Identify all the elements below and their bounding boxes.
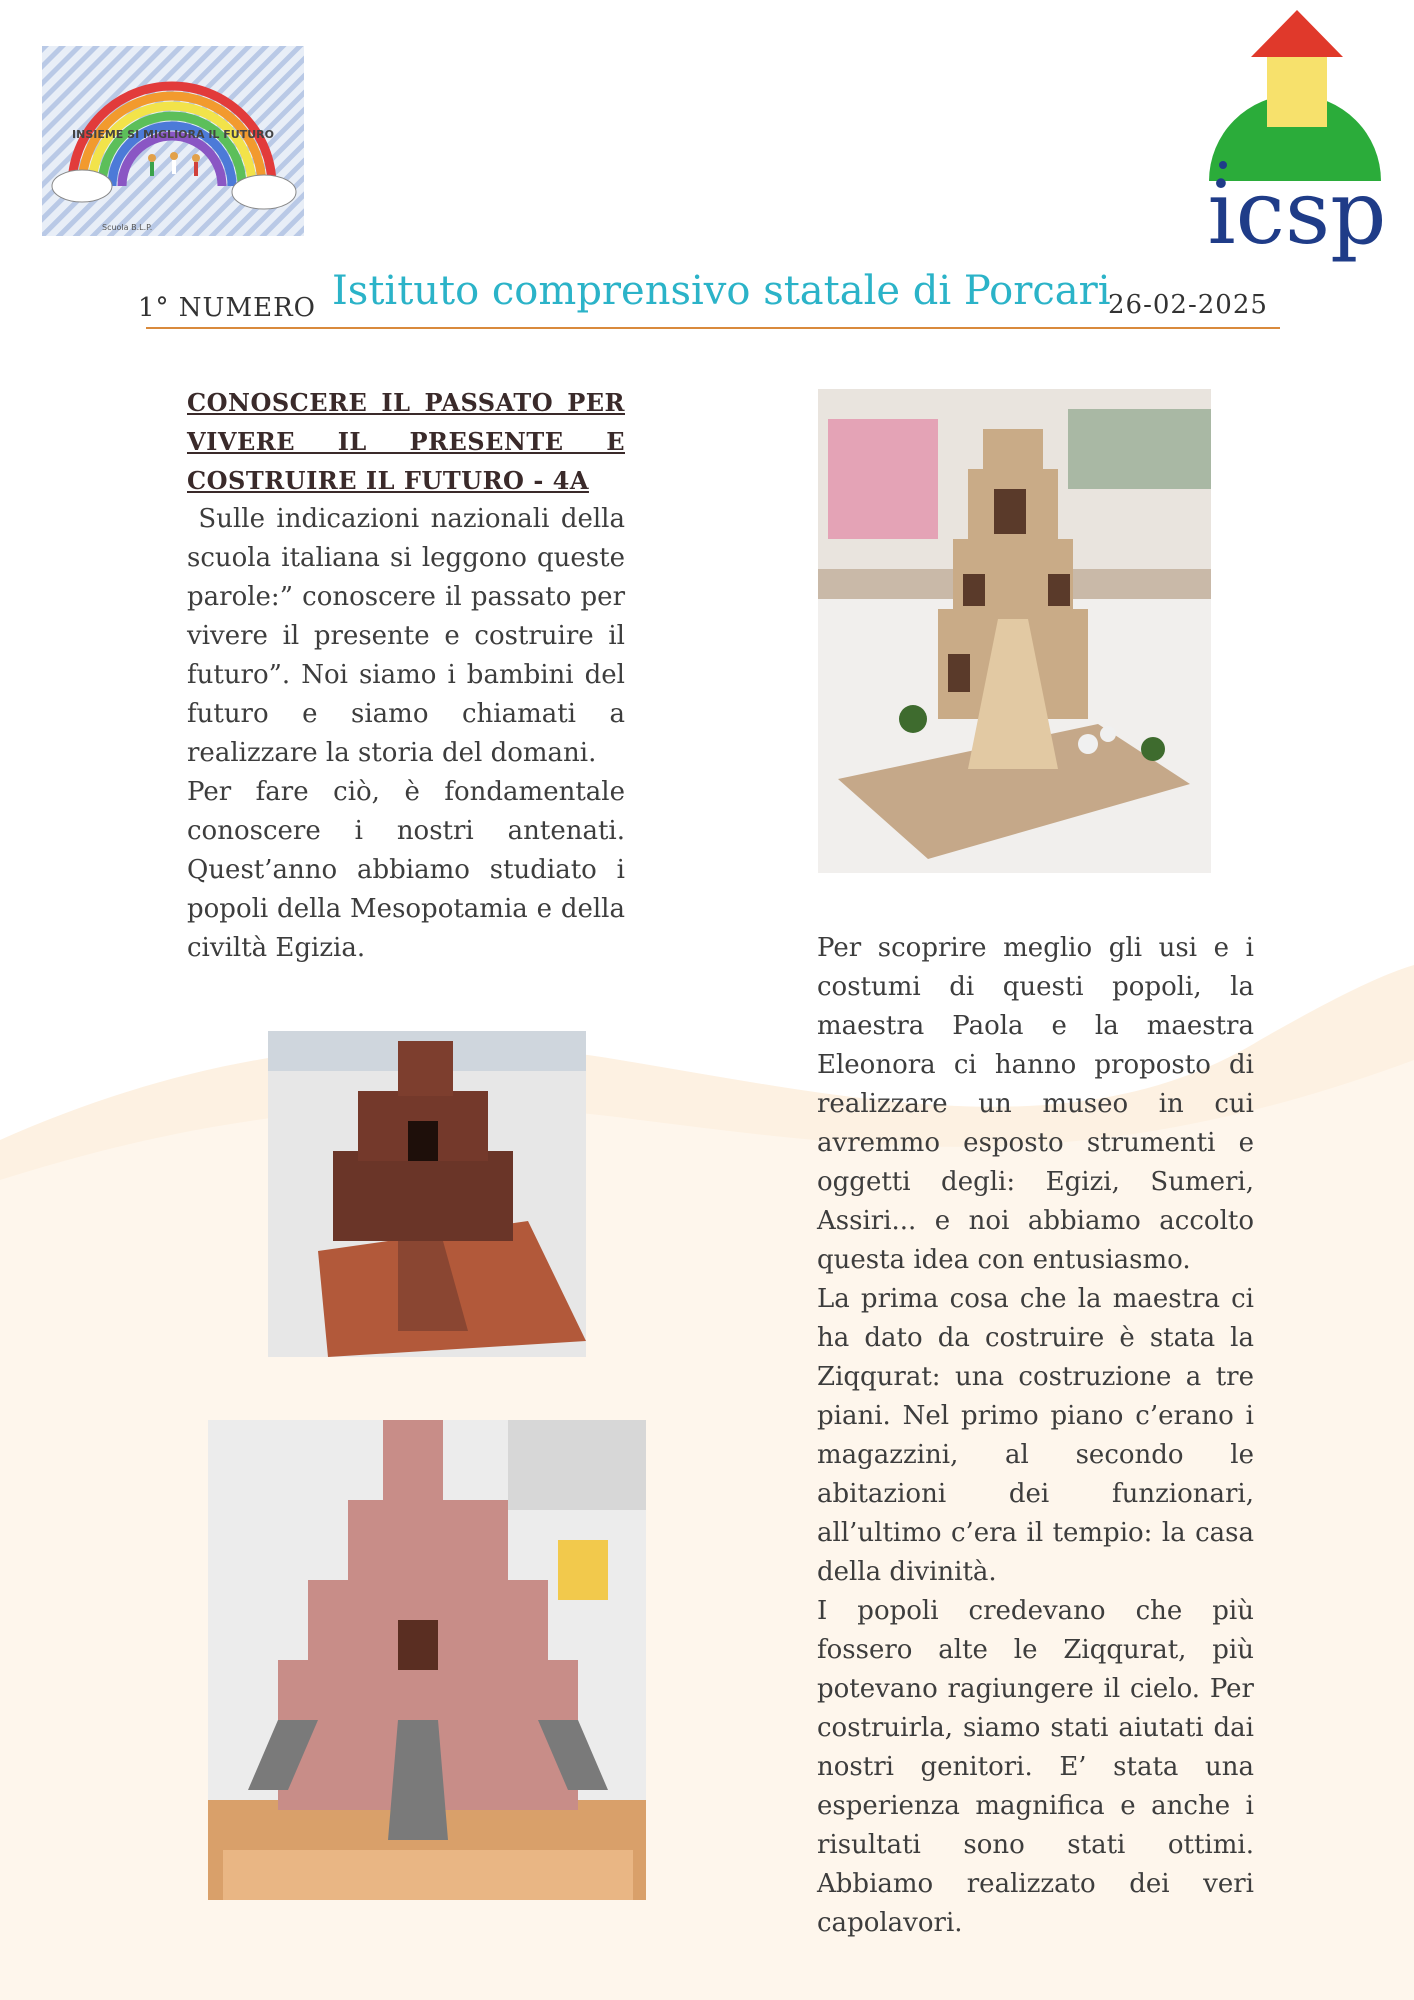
- paragraph: Per fare ciò, è fondamentale conoscere i nostri antenati. Quest’anno abbiamo studiato i popoli della Mesopotamia e della civiltà Egizia.: [187, 777, 625, 963]
- logo-lettering: icsp: [1207, 161, 1385, 264]
- icsp-logo: [1205, 5, 1385, 280]
- header-divider: [146, 327, 1280, 329]
- article-left-column: [187, 383, 634, 968]
- issue-date: 26-02-2025: [1108, 290, 1268, 320]
- school-name-title: Istituto comprensivo statale di Porcari: [332, 268, 1111, 314]
- article-right-column: [817, 929, 1254, 1943]
- paragraph: La prima cosa che la maestra ci ha dato da costruire è stata la Ziqqurat: una costruzione a tre piani. Nel primo piano c’erano i magazzini, al secondo le abitazioni dei funzionari, all’ultimo c’era il tempio: la casa della divinità.: [817, 1284, 1254, 1587]
- ziggurat-photo-2: [268, 1031, 586, 1357]
- issue-number: 1° NUMERO: [138, 293, 316, 323]
- drawing-signature: Scuola B.L.P.: [102, 223, 153, 232]
- paragraph: I popoli credevano che più fossero alte le Ziqqurat, più potevano ragiungere il cielo. Per costruirla, siamo stati aiutati dai nostri genitori. E’ stata una esperienza magnifica e anche i risultati sono stati ottimi. Abbiamo realizzato dei veri capolavori.: [817, 1596, 1254, 1938]
- ziggurat-photo-1: [818, 389, 1211, 873]
- paragraph: Per scoprire meglio gli usi e i costumi di questi popoli, la maestra Paola e la maestra Eleonora ci hanno proposto di realizzare un museo in cui avremmo esposto strumenti e oggetti degli: Egizi, Sumeri, Assiri... e noi abbiamo accolto questa idea con entusiasmo.: [817, 933, 1254, 1275]
- drawing-caption: INSIEME SI MIGLIORA IL FUTURO: [72, 128, 274, 141]
- ziggurat-photo-3: [208, 1420, 646, 1900]
- article-title: CONOSCERE IL PASSATO PER VIVERE IL PRESENTE E COSTRUIRE IL FUTURO - 4A: [187, 388, 625, 495]
- paragraph: Sulle indicazioni nazionali della scuola italiana si leggono queste parole:” conoscere il passato per vivere il presente e costruire il futuro”. Noi siamo i bambini del futuro e siamo chiamati a realizzare la storia del domani.: [187, 504, 634, 768]
- school-drawing-image: [42, 46, 304, 236]
